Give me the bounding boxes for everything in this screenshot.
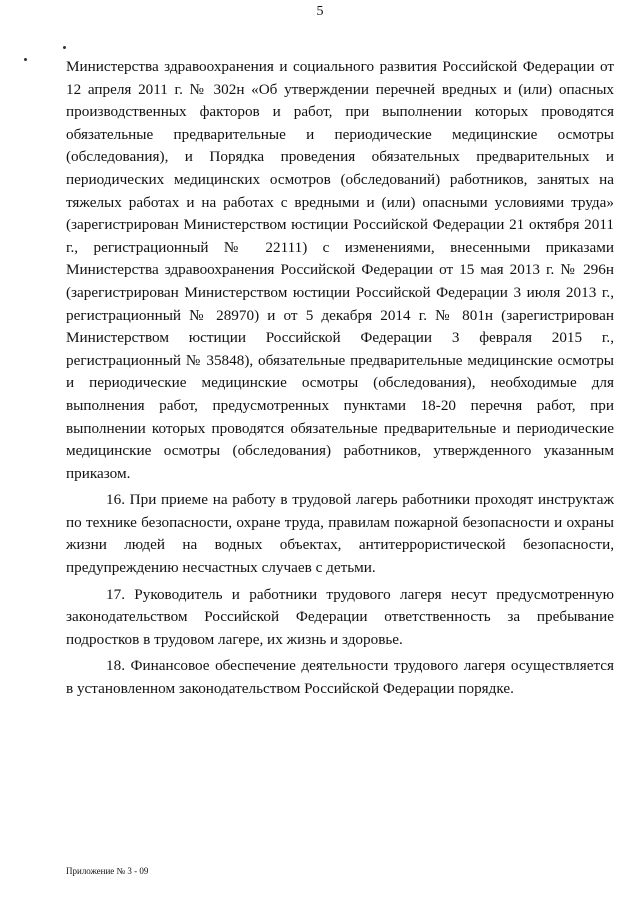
paragraph-item-17: 17. Руководитель и работники трудового лагеря несут предусмотренную законодательством Российской Федерации ответственность за пребывание подростков в трудовом лагере, их жизнь и здоровье. — [66, 585, 614, 648]
document-body — [66, 56, 614, 701]
paragraph-item-16: 16. При приеме на работу в трудовой лагерь работники проходят инструктаж по технике безопасности, охране труда, правилам пожарной безопасности и охраны жизни людей на водных объектах, антитеррористической безопасности, предупреждению несчастных случаев с детьми. — [66, 491, 614, 577]
scan-speck — [24, 58, 27, 61]
paragraph-continuation: Министерства здравоохранения и социального развития Российской Федерации от 12 апреля 2011 г. № 302н «Об утверждении перечней вредных и (или) опасных производственных факторов и работ, при выполнении которых проводятся обязательные предварительные и периодические медицинские осмотры (обследования), и Порядка проведения обязательных предварительных и периодических медицинских осмотров (обследований) работников, занятых на тяжелых работах и на работах с вредными и (или) опасными условиями труда» (зарегистрирован Министерством юстиции Российской Федерации 21 октября 2011 г., регистрационный № 22111) с изменениями, внесенными приказами Министерства здравоохранения Российской Федерации от 15 мая 2013 г. № 296н (зарегистрирован Министерством юстиции Российской Федерации 3 июля 2013 г., регистрационный № 28970) и от 5 декабря 2014 г. № 801н (зарегистрирован Министерством юстиции Российской Федерации 3 февраля 2015 г., регистрационный № 35848), обязательные предварительные медицинские осмотры и периодические медицинские осмотры (обследования), необходимые для выполнения работ, предусмотренных пунктами 18-20 перечня работ, при выполнении которых проводятся обязательные предварительные и периодические медицинские осмотры (обследования) работников, утвержденного указанным приказом. — [66, 58, 614, 482]
scan-speck — [63, 46, 66, 49]
footer-note: Приложение № 3 - 09 — [66, 866, 149, 876]
page-number: 5 — [316, 4, 324, 19]
paragraph-item-18: 18. Финансовое обеспечение деятельности трудового лагеря осуществляется в установленном законодательством Российской Федерации порядке. — [66, 657, 614, 698]
